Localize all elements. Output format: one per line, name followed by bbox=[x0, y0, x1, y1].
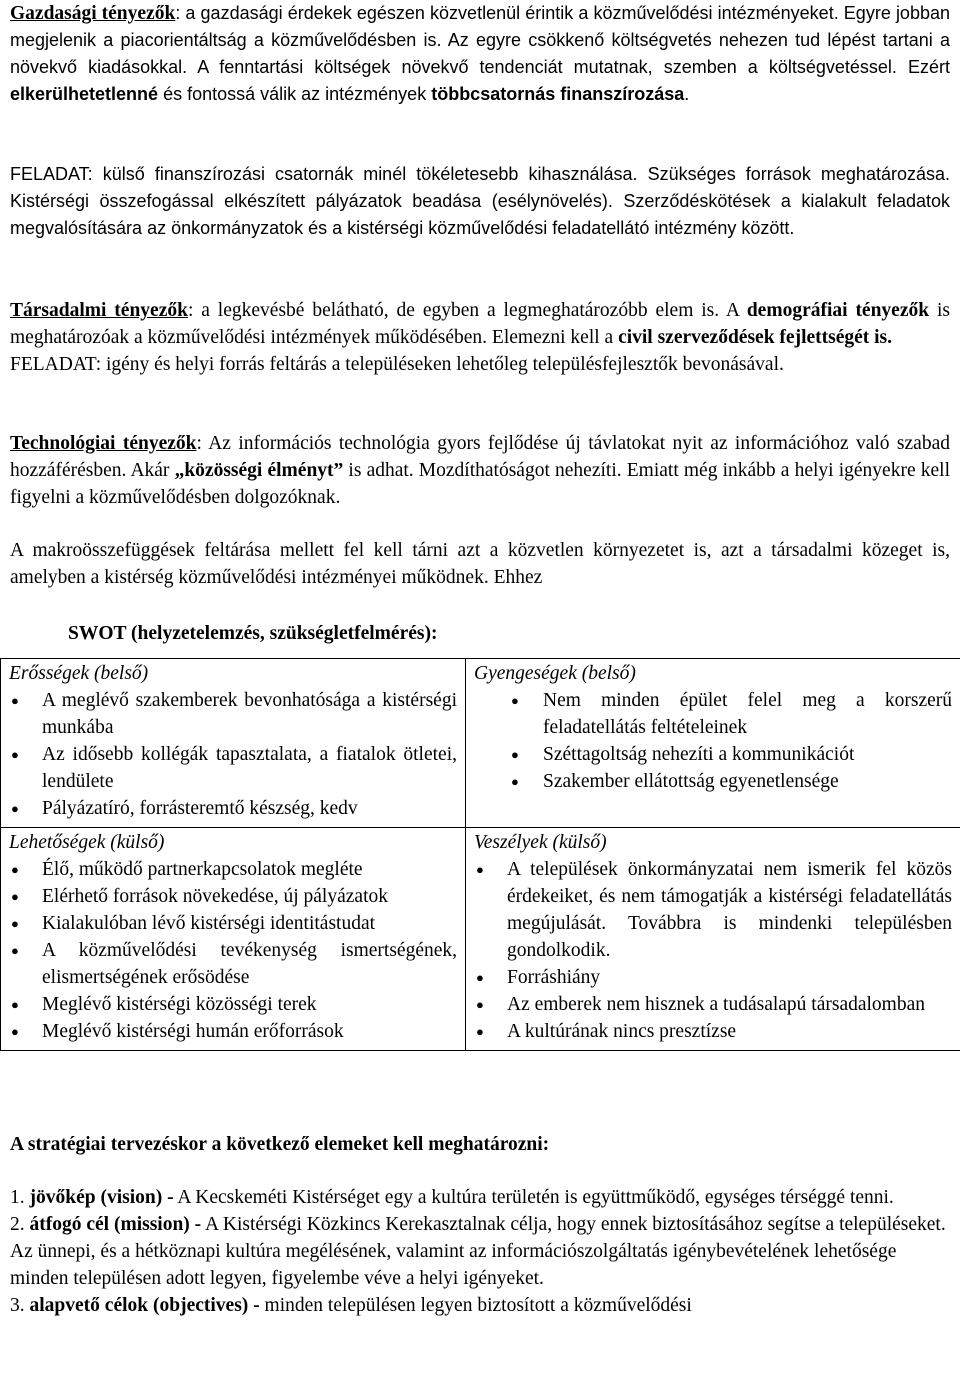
strategy-item bbox=[10, 1292, 950, 1319]
swot-opportunities bbox=[1, 828, 466, 1051]
strategy-title: A stratégiai tervezéskor a következő elemeket kell meghatározni: bbox=[10, 1134, 550, 1155]
strengths-list bbox=[9, 687, 457, 822]
list-item: ● A települések önkormányzatai nem ismerik fel közös érdekeiket, és nem támogatják a kistérségi feladatellátás megújulását. Továbbra is mindenki településben gondolkodik. bbox=[474, 856, 952, 964]
text: : a gazdasági érdekek egészen közvetlenül érintik a közművelődési intézményeket. Egyre jobban megjelenik a piacorientáltság a közművelődésben is. Az egyre csökkenő költségvetés nehezen tud lépést tartani a növekvő kiadásokkal. A fenntartási költségek növekvő tendenciát mutatnak, szemben a költségvetéssel. Ezért bbox=[10, 3, 950, 77]
strategy-item bbox=[10, 1184, 950, 1211]
list-item: ● Pályázatíró, forrásteremtő készség, kedv bbox=[9, 795, 457, 822]
text: is adhat. Mozdíthatóságot nehezíti. Emiatt még inkább a helyi igényekre kell figyelni a közművelődésben dolgozóknak. bbox=[10, 460, 950, 508]
strategy-list bbox=[10, 1184, 950, 1319]
list-item: ● Meglévő kistérségi közösségi terek bbox=[9, 991, 457, 1018]
paragraph-makro: A makroösszefüggések feltárása mellett fel kell tárni azt a közvetlen környezetet is, azt a társadalmi közeget is, amelyben a kistérség közművelődési intézményei működnek. Ehhez bbox=[10, 540, 950, 588]
paragraph-tarsadalmi bbox=[10, 297, 950, 378]
bold-text: többcsatornás finanszírozása bbox=[431, 84, 685, 104]
list-item: ● Az idősebb kollégák tapasztalata, a fiatalok ötletei, lendülete bbox=[9, 741, 457, 795]
strengths-title: Erősségek (belső) bbox=[9, 663, 149, 684]
item-bold: alapvető célok (objectives) - bbox=[29, 1295, 260, 1316]
bold-text: elkerülhetetlenné bbox=[10, 84, 159, 104]
list-item: ● Nem minden épület felel meg a korszerű feladatellátás feltételeinek bbox=[509, 687, 952, 741]
list-item: ● Kialakulóban lévő kistérségi identitástudat bbox=[9, 910, 457, 937]
heading-technologiai: Technológiai tényezők bbox=[10, 433, 197, 454]
text: : a legkevésbé belátható, de egyben a legmeghatározóbb elem is. A bbox=[187, 300, 747, 321]
list-item: ● Szakember ellátottság egyenetlensége bbox=[509, 768, 952, 795]
paragraph-gazdasagi bbox=[10, 0, 950, 108]
list-item: ● Meglévő kistérségi humán erőforrások bbox=[9, 1018, 457, 1045]
list-item: ● A meglévő szakemberek bevonhatósága a kistérségi munkába bbox=[9, 687, 457, 741]
list-item: ● Forráshiány bbox=[474, 964, 952, 991]
item-text: A Kecskeméti Kistérséget egy a kultúra területén is együttműködő, egységes térséggé tenni. bbox=[173, 1187, 894, 1208]
weaknesses-list bbox=[474, 687, 952, 795]
swot-threats bbox=[466, 828, 960, 1051]
heading-tarsadalmi: Társadalmi tényezők bbox=[10, 300, 188, 321]
text: . bbox=[684, 84, 690, 104]
item-number: 3. bbox=[10, 1295, 25, 1316]
text: is meghatározóak a közművelődési intézmények működésében. Elemezni kell a bbox=[10, 300, 950, 348]
list-item: ● A közművelődési tevékenység ismertségének, elismertségének erősödése bbox=[9, 937, 457, 991]
item-bold: átfogó cél (mission) - bbox=[29, 1214, 202, 1235]
text: és fontossá válik az intézmények bbox=[158, 84, 432, 104]
threats-list bbox=[474, 856, 952, 1045]
swot-table bbox=[0, 658, 960, 1051]
item-bold: jövőkép (vision) - bbox=[29, 1187, 174, 1208]
opportunities-list bbox=[9, 856, 457, 1045]
paragraph-feladat-finanszirozas: FELADAT: külső finanszírozási csatornák minél tökéletesebb kihasználása. Szükséges források meghatározása. Kistérségi összefogással elkészített pályázatok beadása (esélynövelés). Szerződéskötések a kialakult feladatok megvalósítására az önkormányzatok és a kistérségi közművelődési feladatellátó intézmény között. bbox=[10, 164, 950, 238]
threats-title: Veszélyek (külső) bbox=[474, 832, 607, 853]
item-number: 2. bbox=[10, 1214, 25, 1235]
list-item: ● Élő, működő partnerkapcsolatok megléte bbox=[9, 856, 457, 883]
swot-weaknesses bbox=[466, 659, 960, 828]
list-item: ● A kultúrának nincs presztízse bbox=[474, 1018, 952, 1045]
weaknesses-title: Gyengeségek (belső) bbox=[474, 663, 636, 684]
swot-title: SWOT (helyzetelemzés, szükségletfelmérés): bbox=[68, 623, 438, 644]
strategy-item bbox=[10, 1211, 950, 1292]
list-item: ● Elérhető források növekedése, új pályázatok bbox=[9, 883, 457, 910]
feladat-igeny: FELADAT: igény és helyi forrás feltárás a településeken lehetőleg településfejlesztők bevonásával. bbox=[10, 354, 784, 375]
heading-gazdasagi: Gazdasági tényezők bbox=[10, 3, 176, 24]
swot-strengths bbox=[1, 659, 466, 828]
item-text: minden településen legyen biztosított a közművelődési bbox=[259, 1295, 692, 1316]
paragraph-technologiai bbox=[10, 430, 950, 511]
item-text: A Kistérségi Közkincs Kerekasztalnak célja, hogy ennek biztosításához segítse a településeket. Az ünnepi, és a hétköznapi kultúra megélésének, valamint az információszolgáltatás igénybevételének lehetősége minden településen adott legyen, figyelembe véve a helyi igényeket. bbox=[10, 1214, 946, 1289]
item-number: 1. bbox=[10, 1187, 25, 1208]
text: : Az információs technológia gyors fejlődése új távlatokat nyit az információhoz való szabad hozzáférésben. Akár bbox=[10, 433, 950, 481]
bold-text: civil szerveződések fejlettségét is. bbox=[618, 327, 893, 348]
opportunities-title: Lehetőségek (külső) bbox=[9, 832, 165, 853]
list-item: ● Az emberek nem hisznek a tudásalapú társadalomban bbox=[474, 991, 952, 1018]
bold-text: demográfiai tényezők bbox=[746, 300, 930, 321]
bold-text: „közösségi élményt” bbox=[174, 460, 344, 481]
list-item: ● Széttagoltság nehezíti a kommunikációt bbox=[509, 741, 952, 768]
